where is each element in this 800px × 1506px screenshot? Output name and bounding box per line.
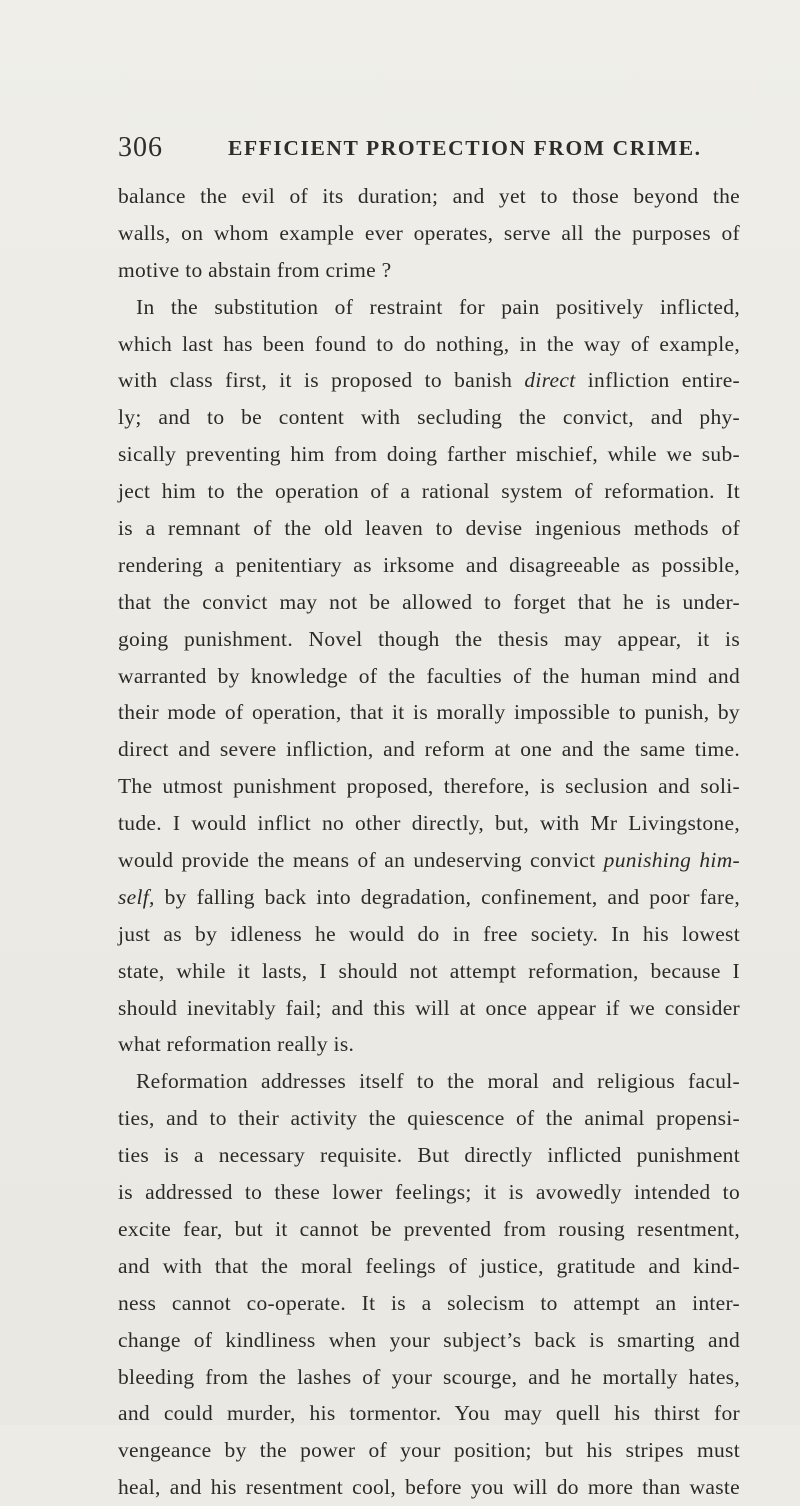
text-line: self, by falling back into degradation, confinement, and poor fare,: [118, 884, 740, 909]
text-line: balance the evil of its duration; and yet to those beyond the: [118, 184, 740, 208]
text-line: state, while it lasts, I should not attempt reformation, because I: [118, 958, 740, 983]
text-line: is addressed to these lower feelings; it is avowedly intended to: [118, 1180, 740, 1205]
italic-phrase: direct: [524, 368, 576, 393]
text-line: motive to abstain from crime ?: [118, 257, 392, 282]
text-line: which last has been found to do nothing, in the way of example,: [118, 331, 740, 356]
text-line: ties is a necessary requisite. But directly inflicted punishment: [118, 1143, 740, 1168]
text-line: just as by idleness he would do in free society. In his lowest: [118, 921, 740, 946]
text-line: ject him to the operation of a rational system of reformation. It: [118, 479, 740, 504]
text-line: that the convict may not be allowed to forget that he is under-: [118, 589, 740, 614]
italic-phrase: punishing him-: [603, 848, 740, 873]
text-line: and could murder, his tormentor. You may quell his thirst for: [118, 1401, 740, 1426]
page-header: [118, 132, 758, 168]
text-line: rendering a penitentiary as irksome and disagreeable as possible,: [118, 552, 740, 577]
text-line: change of kindliness when your subject’s back is smarting and: [118, 1327, 740, 1352]
text-line: direct and severe infliction, and reform at one and the same time.: [118, 737, 740, 762]
text-line: would provide the means of an undeserving convict punishing him-: [118, 848, 740, 873]
text-line: ly; and to be content with secluding the convict, and phy-: [118, 405, 740, 430]
text-line: is a remnant of the old leaven to devise ingenious methods of: [118, 516, 740, 541]
text-line: heal, and his resentment cool, before you will do more than waste: [118, 1475, 740, 1500]
text-line: sically preventing him from doing farther mischief, while we sub-: [118, 442, 740, 467]
running-head: EFFICIENT PROTECTION FROM CRIME.: [228, 136, 702, 160]
text-line: with class first, it is proposed to banish direct infliction entire-: [118, 368, 741, 393]
text-line: and with that the moral feelings of justice, gratitude and kind-: [118, 1253, 740, 1278]
page-number: 306: [118, 132, 163, 163]
body-text: [118, 178, 740, 1506]
text-line: tude. I would inflict no other directly, but, with Mr Livingstone,: [118, 811, 740, 836]
text-line: The utmost punishment proposed, therefore, is seclusion and soli-: [118, 774, 740, 799]
text-line: warranted by knowledge of the faculties of the human mind and: [118, 663, 740, 688]
text-line: In the substitution of restraint for pain positively inflicted,: [136, 294, 740, 319]
text-line: Reformation addresses itself to the moral and religious facul-: [136, 1069, 740, 1094]
text-line: should inevitably fail; and this will at once appear if we consider: [118, 995, 740, 1020]
text-line: going punishment. Novel though the thesis may appear, it is: [118, 626, 740, 651]
text-line: bleeding from the lashes of your scourge, and he mortally hates,: [118, 1364, 740, 1389]
text-line: ness cannot co-operate. It is a solecism to attempt an inter-: [118, 1290, 740, 1315]
italic-phrase: self,: [118, 884, 155, 909]
text-line: walls, on whom example ever operates, serve all the purposes of: [118, 220, 740, 245]
text-line: their mode of operation, that it is morally impossible to punish, by: [118, 700, 740, 725]
text-line: what reformation really is.: [118, 1032, 355, 1057]
text-line: vengeance by the power of your position; but his stripes must: [118, 1438, 740, 1463]
text-line: ties, and to their activity the quiescence of the animal propensi-: [118, 1106, 740, 1131]
text-line: excite fear, but it cannot be prevented from rousing resentment,: [118, 1216, 740, 1241]
